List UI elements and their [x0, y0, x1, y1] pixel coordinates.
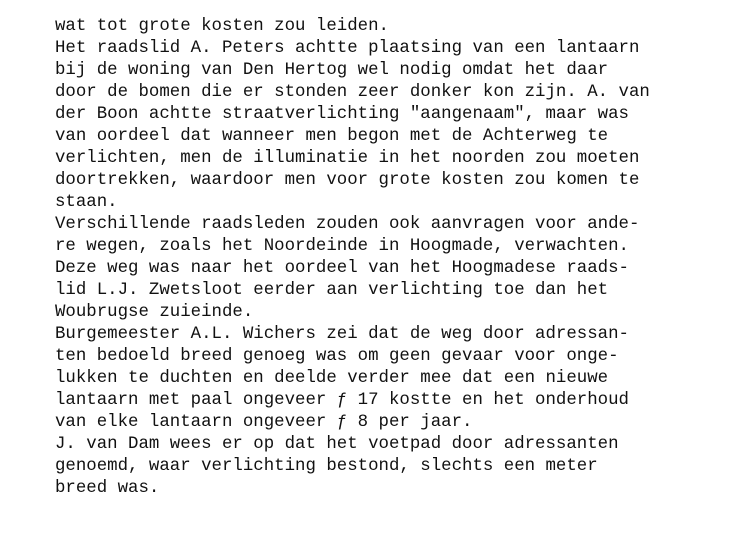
text-line: doortrekken, waardoor men voor grote kosten zou komen te	[55, 171, 640, 190]
text-line: verlichten, men de illuminatie in het noorden zou moeten	[55, 149, 640, 168]
text-line: lantaarn met paal ongeveer ƒ 17 kostte en het onderhoud	[55, 391, 629, 410]
text-line: wat tot grote kosten zou leiden.	[55, 17, 389, 36]
text-line: Woubrugse zuieinde.	[55, 303, 254, 322]
body-text	[55, 16, 745, 500]
text-line: der Boon achtte straatverlichting "aangenaam", maar was	[55, 105, 629, 124]
text-line: ten bedoeld breed genoeg was om geen gevaar voor onge-	[55, 347, 619, 366]
text-line: bij de woning van Den Hertog wel nodig omdat het daar	[55, 61, 609, 80]
text-line: van elke lantaarn ongeveer ƒ 8 per jaar.	[55, 413, 473, 432]
text-line: staan.	[55, 193, 118, 212]
text-line: door de bomen die er stonden zeer donker kon zijn. A. van	[55, 83, 650, 102]
text-line: lukken te duchten en deelde verder mee dat een nieuwe	[55, 369, 609, 388]
text-line: van oordeel dat wanneer men begon met de Achterweg te	[55, 127, 609, 146]
text-line: breed was.	[55, 479, 160, 498]
text-line: J. van Dam wees er op dat het voetpad door adressanten	[55, 435, 619, 454]
text-line: Verschillende raadsleden zouden ook aanvragen voor ande-	[55, 215, 640, 234]
text-line: Burgemeester A.L. Wichers zei dat de weg door adressan-	[55, 325, 629, 344]
text-line: Het raadslid A. Peters achtte plaatsing van een lantaarn	[55, 39, 640, 58]
text-line: lid L.J. Zwetsloot eerder aan verlichting toe dan het	[55, 281, 609, 300]
text-line: genoemd, waar verlichting bestond, slechts een meter	[55, 457, 598, 476]
text-line: Deze weg was naar het oordeel van het Hoogmadese raads-	[55, 259, 629, 278]
text-line: re wegen, zoals het Noordeinde in Hoogmade, verwachten.	[55, 237, 629, 256]
